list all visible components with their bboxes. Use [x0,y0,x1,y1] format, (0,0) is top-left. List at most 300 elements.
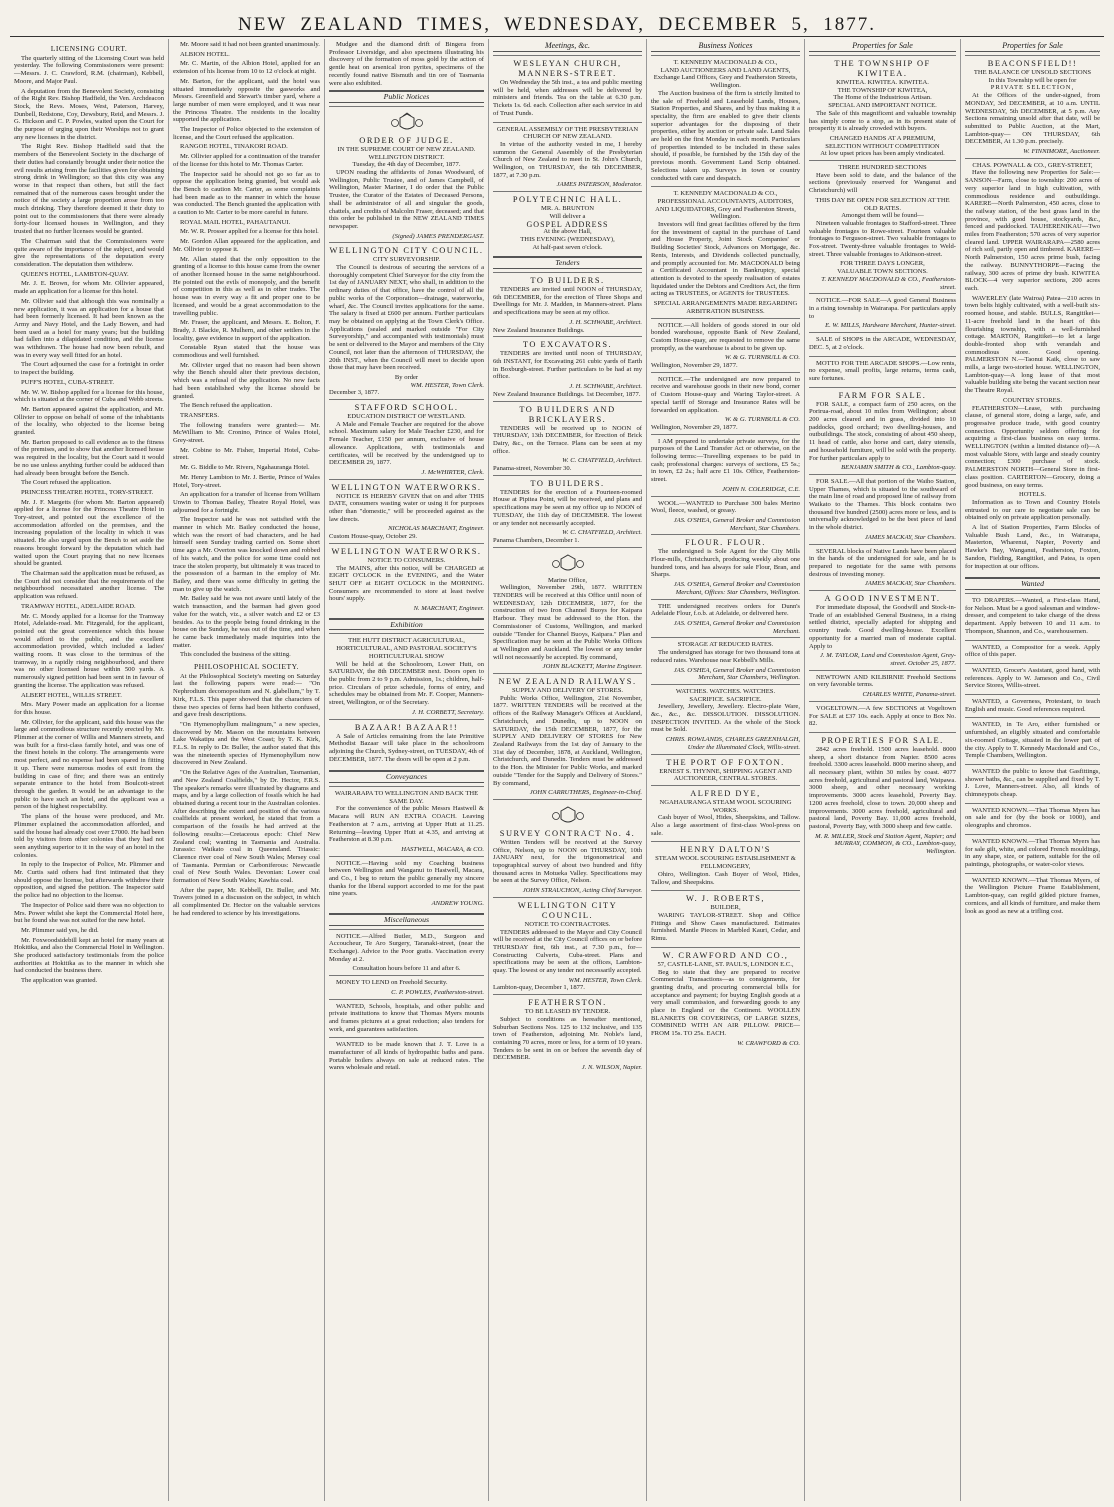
column-heading: Properties for Sale [809,41,956,52]
ad-title: NEW ZEALAND RAILWAYS. [498,677,637,687]
advertisement [809,670,956,701]
paragraph: The application was granted. [21,977,98,985]
paragraph: Mr. C. Moody applied for a license for the Tramway Hotel, Adelaide-road. Mr. Fitzgerald, for the applicant, pointed out the great convenience which this house would afford to the public, and the excellent accommodation provided, which included a ladies' waiting room. It was close to the terminus of the tramway, in a rapidly rising neighbourhood, and there was no other licensed house within 500 yards. A numerously signed petition had been sent in in favour of granting the license. The application was refused. [14,612,164,689]
ad-body: WARING TAYLOR-STREET. Shop and Office Fittings and Show Cases manufactured. Estimates furnished. Mantle Pieces in Marbled Kauri, Cedar, and Rimu. [651,911,800,943]
ad-body: NOTICE IS HEREBY GIVEN that on and after THIS DATE, consumers wasting water or using it for purposes other than "domestic," will be proceeded against as the law directs. [329,492,484,523]
paragraph: The Bench refused the application. [180,402,273,410]
advertisement [493,191,642,253]
ad-subtitle: NOTICE TO CONSUMERS. [367,556,446,564]
ad-subtitle: COUNTRY STORES. [1003,396,1062,404]
paragraph: "On the Relative Ages of the Australian, Tasmanian, and New Zealand Coalfields," by Dr. Hector, F.R.S. The speaker's remarks were illustrated by diagrams and maps, and by a large collection of fossils which he had obtained during a recent tour in the Australian colonies. After describing the extent and position of the various coalfields at present worked, he stated that from a comparison of the fossils he had arrived at the following results:—Cretaceous epoch: Chief New Zealand coal; wanting in Tasmania and Australia. Jurassic: Waikato coal in Queensland. Triassic: Clarence river coal of New South Wales; Mersey coal of Tasmania. Permian or Carboniferous: Newcastle coal of New South Wales. Devonian: Lower coal formation of New South Wales; Kawhia coal. [173,769,320,885]
advertisement [493,897,642,994]
ad-body: TENDERS are invited until NOON of THURSDAY, 6th DECEMBER, for the erection of Three Shops and Dwellings for Mr. J. Madden, in Manners-street. Plans and specifications may be seen at my office. [493,286,642,317]
wanted-ad: WANTED, a Governess, Protestant, to teach English and music. Good references required. [965,694,1100,715]
advertisement [809,732,956,858]
column-4 [488,39,646,1501]
ad-signature: JAS. O'SHEA, General Broker and Commission Merchant, Star Chambers, Wellington. [673,666,800,682]
ad-body: Ohiro, Wellington. Cash Buyer of Wool, Hides, Tallow, and Sheepskins. [651,870,800,886]
ad-title: FEATHERSTON. [528,998,607,1008]
paragraph: After the paper, Mr. Kebbell, Dr. Buller, and Mr. Travers joined in a discussion on the subject, in which all complimented Dr. Hector on the valuable services he had rendered to science by his investigations. [173,886,320,917]
ad-signature: CHRIS. ROWLANDS, CHARLES GREENHALGH, Under the Illuminated Clock, Willis-street. [665,736,800,751]
paragraph: RANGOE HOTEL, TINAKORI ROAD. [180,143,288,151]
paragraph: TRANSFERS. [180,411,220,419]
ad-subtitle: HOTELS. [1019,491,1046,499]
column-heading: Business Notices [651,41,800,52]
wanted-list [965,593,1100,917]
advertisement [809,293,956,332]
ad-date: December 3, 1877. [329,389,380,397]
ad-body: Subject to conditions as hereafter mentioned, Suburban Sections Nos. 125 to 132 inclusive, and 135 town of Featherston, adjoining Mr. Noble's land, containing 70 acres, more or less, for a term of 10 years. Tenders to be sent in on or before the seventh day of DECEMBER. [493,1015,642,1062]
column-heading: Properties for Sale [965,41,1100,52]
advertisement [965,158,1100,575]
ad-title: W. CRAWFORD AND CO., [662,950,789,960]
ad-body: The Council is desirous of securing the services of a thoroughly competent Chief Surveyor for the city from the 1st day of JANUARY NEXT, who shall, in addition to the ordinary duties of that office, have the control of all the public works of the Corporation—drainage, waterworks, wharf, &c. The Council invites applications for the same. The salary is fixed at £600 per annum. Further particulars may be obtained on applying at the Town Clerk's Office. Applications (sealed and marked outside "For City Surveyorship," and accompanied with testimonials) must be sent or delivered to the Mayor and members of the City Council, not later than the afternoon of THURSDAY, the 20th INST., when the Council will meet to decide upon those that may have been received. [329,264,484,372]
ad-title: WELLINGTON WATERWORKS. [331,546,482,556]
ad-subtitle: SUPPLY AND DELIVERY OF STORES. [511,687,624,695]
advertisement [651,534,800,598]
paragraph: Mr. Ollivier said that although this was nominally a new application, it was an application for a house that had been formerly licensed. It had been known as the Army and Navy Hotel, and the Lady Bowen, and had been used as a hotel for many years; but the building had fallen into a dilapidated condition, and the license was withdrawn. The house had now been rebuilt, and was in every way well fitted for an hotel. [14,297,164,359]
ad-line: THE BALANCE OF UNSOLD SECTIONS [973,69,1092,76]
advertisement [651,372,800,434]
ad-line: THIS EVENING (WEDNESDAY), [520,235,615,243]
ad-date: Panama Chambers, December 1. [493,536,580,544]
ad-body: THE undersigned receives orders for Dunn's Adelaide Flour, f.o.b. at Adelaide, or delivered here. [651,602,800,618]
ad-signature: JOHN BLACKETT, Marine Engineer. [542,663,642,671]
ad-body: The undersigned has storage for two thousand tons at reduced rates. Warehouse near Kebbell's Mills. [651,649,800,664]
ad-title: WELLINGTON CITY COUNCIL. [329,246,484,256]
ad-body: SALE of SHOPS in the ARCADE, WEDNESDAY, DEC. 5, at 2 o'clock. [809,336,956,351]
paragraph: The following transfers were granted:— Mr. McWilliam to Mr. Cronino, Prince of Wales Hotel, Grey-street. [173,421,320,445]
ad-body: The MAINS, after this notice, will be CHARGED at EIGHT O'CLOCK in the EVENING, and the Water SHUT OFF at EIGHT O'CLOCK in the MORNING. Consumers are recommended to store at least twelve hours' supply. [329,564,484,603]
wanted-ad: WANTED KNOWN.—That Thomas Myers has on sale and for (by the book or 1000), and oleographs and chromos. [965,803,1100,832]
section-heading: Conveyances [329,770,484,783]
advertisement [651,754,800,785]
ad-signature: W. C. CHATFIELD, Architect. [562,529,642,537]
ad-line: GOSPEL ADDRESS [526,219,609,229]
wanted-ad: WANTED the public to know that Gasfittings, shower baths, &c., can be supplied and fixed by T. J. Love, Manners-street. Also, all kinds of chimneypots cheap. [965,764,1100,801]
paragraph: Mr. Barton appeared against the application, and Mr. Ollivier to oppose on behalf of some of the inhabitants of the locality, who objected to the license being granted. [14,405,164,437]
paragraph: The Right Rev. Bishop Hadfield said that the members of the Benevolent Society in the discharge of their duties had constantly brought under their notice the evil results arising from the facilities given for obtaining strong drink in Wellington; so that this city was any worse in that respect than others, but still the fact remained that of the numerous cases brought under the notice of the society a large proportion arose from too much drinking. They therefore deemed it their duty to point out to the commissioners that there were already forty-four licensed houses in Wellington, and they trusted that no further licenses would be granted. [14,143,164,236]
advertisement [651,684,800,754]
masthead [10,10,1104,37]
section-heading: Miscellaneous [329,913,484,926]
ad-date: Wellington, November 29, 1877. [651,362,738,370]
advertisement [809,544,956,591]
advertisement [809,590,956,670]
ad-subtitle: NGAHAURANGA STEAM WOOL SCOURING WORKS. [659,798,792,814]
ad-subtitle: CITY SURVEYORSHIP. [372,256,440,264]
paragraph: Mr. Ollivier, for the applicant, said this house was the large and commodious structure recently erected by Mr. Plimmer at the corner of Willis and Manners streets, and was built for a first-class family hotel, and was one of the finest hotels in the colony. The arrangements were most perfect, and no expense had been spared in fitting it up. There were numerous modes of exit from the building in case of fire; and there was an entirely separate entrance to the hotel from Boulcott-street through the garden. It would be an advantage to the public to have such an hotel, and the applicant was a person of the highest respectability. [14,718,164,811]
article-body [173,41,320,659]
ad-line: By order [394,373,419,381]
ad-subtitle: PROFESSIONAL ACCOUNTANTS, AUDITORS, AND LIQUIDATORS, Grey and Featherston Streets, Wellington. [655,197,796,221]
ad-body: NOTICE.—The undersigned are now prepared to receive and warehouse goods in their new bond, corner of Custom House-quay and Waring Taylor-street. A special tariff of Storage and Insurance Rates will be forwarded on application. [651,375,800,414]
ad-title: THE TOWNSHIP OF KIWITEA. [834,59,931,78]
ad-signature: J. H. SCHWABE, Architect. [569,383,642,391]
column-7 [960,39,1104,1501]
ad-title: THE PORT OF FOXTON. [666,757,785,767]
ad-body: FOR SALE.—All that portion of the Waiho Station, Upper Thames, which is situated to the southward of the main line of road and proposed line of railway from Waikato to the Thames. This block contains two thousand five hundred (2500) acres more or less, and is universally acknowledged to be the best piece of land in the whole district. [809,477,956,532]
ad-title: FARM FOR SALE. [838,390,927,400]
ad-body: TENDERS addressed to the Mayor and City Council will be received at the City Council offices on or before THURSDAY first, 6th inst., at 7.30 p.m., for—Constructing Culverts, Cuba-street. Plans and specifications may be seen at the offices, Lambton-quay. The lowest or any tender not necessarily accepted. [493,928,642,975]
advertisement [329,975,484,998]
paragraph: Mr. Foxwoodsidebill kept an hotel for many years at Hokitika, and also the Commercial Hotel in Wellington. She produced satisfactory testimonials from the police authorities at Hokitika as to the manner in which she had conducted the business there. [14,936,164,975]
advertisement [493,547,642,673]
ad-signature: J. N. WILSON, Napier. [581,1064,642,1072]
advertisement [809,474,956,544]
ad-title: GENERAL ASSEMBLY OF THE PRESBYTERIAN CHURCH OF NEW ZEALAND. [496,125,639,141]
ad-title: TO BUILDERS. [530,276,605,286]
ad-subtitle: TO BE LEASED BY TENDER. [524,1008,611,1016]
ad-line: IN THE SUPREME COURT OF NEW ZEALAND. [337,145,476,153]
ad-line: Tuesday, the 4th day of December, 1877. [352,161,461,169]
ad-title: WESLEYAN CHURCH, MANNERS-STREET. [513,59,622,78]
ad-signature: N. MARCHANT, Engineer. [413,605,484,613]
ad-line: In this Township will be open for [988,76,1077,84]
ad-body: NOTICE.—All holders of goods stored in our old bonded warehouse, opposite Bank of New Zealand, Custom House-quay, are requested to remove the same promptly, as the warehouse is about to be given up. [651,321,800,352]
wanted-ad: WANTED, Grocer's Assistant, good hand, with references. Apply to W. Jameson and Co., Civil Service Stores, Willis-street. [965,663,1100,692]
paragraph: Mr. Henry Lambton to Mr. J. Bertie, Prince of Wales Hotel, Tory-street. [173,473,320,489]
ad-title: SURVEY CONTRACT No. 4. [499,828,636,838]
advertisement [329,106,484,242]
ad-signature: W. FINNIMORE, Auctioneer. [1023,148,1100,156]
advertisement [809,387,956,474]
ad-signature: JAS. O'SHEA, General Broker and Commission Merchant, Offices: Star Chambers, Wellington. [673,581,800,596]
advertisement [493,272,642,336]
advertisement [651,841,800,890]
ad-line: KIWITEA. KIWITEA. KIWITEA. [836,79,929,86]
ad-signature: WM. HESTER, Town Clerk. [568,976,642,984]
paragraph: TRAMWAY HOTEL, ADELAIDE ROAD. [21,602,136,610]
advertisement [493,994,642,1074]
ad-title: WELLINGTON CITY COUNCIL. [517,900,618,920]
ad-body: On Wednesday the 5th inst., a tea and public meeting will be held, when addresses will be delivered by ministers and friends. Tea on the table at 6.30 p.m. Tickets 1s. 6d. each. Collection after each service in aid of Trust Funds. [493,79,642,117]
paragraph: The plans of the house were produced, and Mr. Plimmer explained the accommodation afforded, and said the house had already cost over £7000. He had been told by visitors from other colonies that they had not seen anything superior to it in the way of an hotel in the colonies. [14,813,164,859]
paragraph: Mr. C. Martin, of the Albion Hotel, applied for an extension of his license from 10 to 12 o'clock at night. [173,60,320,76]
ad-title: Marine Office, [547,576,588,584]
column-5 [646,39,804,1501]
advertisement [493,401,642,475]
ad-title: T. KENNEDY MACDONALD & CO., [673,190,778,198]
ad-signature: J. H. SCHWABE, Architect. [569,318,642,326]
ad-body: The Sale of this magnificent and valuable township has simply come to a stop, as in its present state of prosperity it is already crowded with buyers. [809,109,956,133]
ad-signature: (Signed) JAMES PRENDERGAST. [392,232,484,240]
paragraph: PRINCESS THEATRE HOTEL, TORY-STREET. [21,488,154,496]
article-heading: LICENSING COURT. [50,44,128,53]
column-3 [324,39,488,1501]
ad-line: The Home of the Industrious Artisan. [833,94,932,102]
ad-signature: JAMES PATERSON, Moderator. [556,181,642,189]
ad-date: Panama-street, November 30. [493,465,572,473]
section-heading: Wanted [965,577,1100,590]
paragraph: Mr. Ollivier applied for a continuation of the transfer of the license for this hotel to Mr. Thomas Carter. [173,153,320,168]
ad-subtitle: LAND AUCTIONEERS AND LAND AGENTS, Exchange Land Offices, Grey and Featherston Streets, Wellington. [653,66,798,90]
ad-title: BAZAAR! BAZAAR!! [354,722,459,732]
ad-body: I AM prepared to undertake private surveys, for the purposes of the Land Transfer Act or otherwise, on the following terms:—Travelling expenses to be paid in cash; professional charges: surveys of sections, £5 5s.; in town, £2 2s.; half acre £1 10s. Office, Featherston-street. [651,437,800,484]
paragraph: The quarterly sitting of the Licensing Court was held yesterday. The following Commissioners were present:—Messrs. J. C. Crawford, R.M. (chairman), Kebbell, Moore, and Major Paul. [14,54,164,85]
paragraph: Mrs. Mary Power made an application for a license for this house. [14,701,164,716]
ad-date: Lambton-quay, December 1, 1877. [493,984,585,992]
paragraph: Mr. Fraser, the applicant, and Messrs. E. Bolton, F. Brady, J. Blackie, R. Mulhern, and other settlers in the locality, gave evidence in support of the application. [173,319,320,342]
ad-body: For the convenience of the public Messrs Hastwell & Macara will RUN AN EXTRA COACH. Leaving Featherston at 7 a.m., arriving at Upper Hutt at 11.25. Returning—leaving Upper Hutt at 4.35, and arriving at Featherston at 8.30 p.m. [329,805,484,844]
ad-body: For immediate disposal, the Goodwill and Stock-in-Trade of an established General Business, in a rising settled district, specially adapted for shipping and country trade. Good dwelling-house. Excellent opportunity for a married man of moderate capital. Apply to [809,604,956,650]
ad-subtitle: EDUCATION DISTRICT OF WESTLAND. [347,413,466,421]
wanted-ad: WANTED, in Te Aro, either furnished or unfurnished, an eligibly situated and comfortable six-roomed Cottage, situated in the lower part of the city. Apply to T. Kennedy Macdonald and Co., Temple Chambers, Wellington. [965,717,1100,762]
ad-signature: E. W. MILLS, Hardware Merchant, Hunter-street. [825,322,956,330]
paragraph: Mudgee and the diamond drift of Bingera from Professor Liversidge, and also specimens illustrating his discovery of the formation of moss gold by the action of gentle heat on arsenical iron pyrites, specimens of the recently found native Bismuth and tin ore of Tasmania were also exhibited. [329,41,484,87]
ad-signature: HASTWELL, MACARA, & CO. [401,845,484,853]
advertisement [651,186,800,317]
ad-title: W. J. ROBERTS, [685,894,766,904]
advertisement [651,637,800,684]
article-body [329,41,484,87]
article-heading: PHILOSOPHICAL SOCIETY. [193,662,300,672]
ad-title: ALFRED DYE, [690,788,761,798]
coat-of-arms-icon [551,553,585,575]
ad-body: TENDERS will be received up to NOON of THURSDAY, 13th DECEMBER, for Erection of Brick Dairy, &c., on the Terrace. Plans can be seen at my office. [493,424,642,455]
ad-body: WAVERLEY (late Wairoa) Patea—210 acres in town belts highly cultivated, with a well-built six-roomed house, and stable. BULLS, Rangitikei—11-acre freehold land in the heart of this flourishing township, with a well-furnished cottage. MARTON, Rangitikei—to let a large double-fronted shop with verandah and commodious store. Good opening. PALMERSTON N.—Taonui Kaik, close to saw mills, a large two-storied house. WELLINGTON, Lambton-quay—A long lease of that most valuable building site being the vacant section near the Theatre Royal. [965,294,1100,395]
ad-line: Amongst them will be found— [841,212,924,220]
ad-subtitle: SACRIFICE. SACRIFICE. [689,695,762,703]
ad-signature: JAS. O'SHEA, General Broker and Commission Merchant. [673,620,800,635]
ad-date: Wellington, November 29, 1877. [651,423,738,431]
ad-line: SPECIAL ARRANGEMENTS MADE REGARDING ARBITRATION BUSINESS. [653,300,798,315]
ad-line: THE TOWNSHIP OF KIWITEA, [837,86,928,94]
ad-title: STAFFORD SCHOOL. [354,403,459,413]
advertisement [329,543,484,615]
ad-title: HENRY DALTON'S [680,845,771,855]
advertisement [329,929,484,976]
paragraph: ROYAL MAIL HOTEL, PAHAUTANUI. [180,218,291,226]
ad-body: NOTICE.—Having sold my Coaching business between Wellington and Wanganui to Hastwell, Macara, and Co., I beg to return the public generally my sincere thanks for the liberal support accorded to me for the past nine years. [329,859,484,898]
ad-body: The Auction business of the firm is strictly limited to the sale of Freehold and Leasehold Lands, Houses, Station Properties, and Shares, and by thus making it a speciality, the firm are enabled to give their clients superior advantages for the disposing of their properties, either by auction or private sale. Land Sales are held on the first Monday in each month. Particulars of properties intended to be included in these sales should, if possible, be furnished by the 15th day of the previous month. Government Land Scrip obtained. Selections taken up. Surveys in town or country conducted with care and despatch. [651,89,800,182]
wanted-ad: WANTED, a Compositor for a week. Apply office of this paper. [965,640,1100,661]
paragraph: The Inspector of Police said there was no objection to Mrs. Power whilst she kept the Commercial Hotel here, but he found she was not suited for the new hotel. [14,901,164,925]
paragraph: The Chairman said the application must be refused, as the Court did not consider that the requirements of the neighbourhood necessitated another license. The application was refused. [14,570,165,601]
paragraph: Mr. Cobine to Mr. Fisher, Imperial Hotel, Cuba-street. [173,446,320,462]
ad-body: A list of Station Properties, Farm Blocks of Valuable Bush Land, &c., in Wairarapa, Masterton, Wharenui, Napier, Poverty and Hawke's Bay, Wanganui, Featherston, Foxton, Sandon, Fielding, Rangitikei, and Patea, is open for inspection at our offices. [965,524,1100,570]
advertisement [651,55,800,186]
ad-signature: CHARLES WHITE, Panama-street. [862,691,956,699]
ad-body: NEWTOWN AND KILBIRNIE Freehold Sections on very favorable terms. [809,673,956,689]
ad-body: UPON reading the affidavits of Jonas Woodward, of Wellington, Public Trustee, and of James Campbell, of Wellington, Master Mariner, I do order that the Public Trustee, the Curator of the Estates of Deceased Persons, shall be administrator of all and singular the goods, chattels, and credits of Malcolm Fraser, deceased; and that this order be published in the NEW ZEALAND TIMES newspaper. [329,169,484,230]
columns [10,39,1104,1501]
coat-of-arms-icon [390,112,424,134]
paragraph: Mr. Bailey said he was not aware until lately of the watch transaction, and the barman had given good value for the watch, viz., a silver watch and £2 or £3 besides. As to the people being found drinking in the house on the Sunday, he was out of the time, and when he came back immediately made inquiries into the matter. [173,595,320,649]
ad-body: SEVERAL blocks of Native Lands have been placed in the hands of the undersigned for sale, and he is prepared to negotiate for the same with persons desirous of investing money. [809,547,956,578]
ad-signature: T. KENNEDY MACDONALD & CO., Featherston-street. [821,275,956,291]
ad-body: WANTED, Schools, hospitals, and other public and private institutions to know that Thomas Myers mounts and frames pictures at a great reduction; also tenders for work, and guarantees satisfaction. [329,1002,484,1033]
ad-line: Will deliver a [549,212,586,220]
ad-body: At the Offices of the under-signed, from MONDAY, 3rd DECEMBER, at 10 a.m. UNTIL WEDNESDAY, 5th DECEMBER, at 5 p.m. Any Sections remaining unsold after that date, will be submitted to Public Auction, at the Mart, Lambton-quay— ON THURSDAY, 6th DECEMBER, At 1.30 p.m. precisely. [965,92,1100,146]
ad-title: ORDER OF JUDGE. [359,135,454,145]
ad-body: NOTICE.—Alfred Butler, M.D., Surgeon and Accoucheur, Te Aro Surgery, Taranaki-street, (near the Exchange). Advice to the Poor gratis. Vaccination every Monday at 2. [329,932,484,963]
advertisement [493,122,642,192]
advertisement [329,399,484,479]
section-heading: Public Notices [329,90,484,103]
ad-date: Custom House-quay, October 29. [329,533,418,541]
ad-body: Have been sold to date, and the balance of the sections (previously reserved for Wanganui and Christchurch) will [809,171,956,195]
advertisement [493,673,642,799]
advertisement [651,599,800,638]
advertisement [493,475,642,547]
section-heading: Tenders [493,256,642,269]
ad-signature: JOHN STRAUCHON, Acting Chief Surveyor. [522,887,642,895]
paragraph: The Chairman said that the Commissioners were quite aware of the importance of the subject, and would give the representations of the deputation every consideration. The deputation then withdrew. [14,237,164,268]
paragraph: ALBERT HOTEL, WILLIS STREET. [21,691,122,699]
ad-date: New Zealand Insurance Buildings. 1st December, 1877. [493,390,641,398]
paragraph: The Inspector of Police objected to the extension of license, and the Court refused the application. [173,126,320,141]
ad-line: At low upset prices has been amply vindicated. [820,150,945,158]
ad-signature: W. C. CHATFIELD, Architect. [562,457,642,465]
ad-title: FLOUR. FLOUR. [685,538,766,548]
paragraph: Mr. Ollivier urged that no reason had been shown why the Bench should alter their previous decision, which was a refusal of the application. No new facts had been established why the license should be granted. [173,361,320,400]
ad-signature: JAMES MACKAY, Star Chambers. [864,533,956,541]
advertisement [493,799,642,897]
ad-body: NOTICE.—FOR SALE—A good General Business in a rising township in Wairarapa. For particulars apply to [809,297,956,320]
paragraph: Mr. Plimmer said yes, he did. [21,926,99,934]
advertisement [329,633,484,718]
paragraph: Constable Ryan stated that the house was commodious and well furnished. [173,344,320,360]
ad-body: Investors will find great facilities offered by the firm for the investment of capital in the purchase of Land and House Property, Joint Stock Companies' or Building Societies' Stock, Advances on Mortgage, &c. Rents, Interests, and Dividends collected punctually, and promptly accounted for. Mr. MACDONALD being a Certificated Accountant in Bankruptcy, special attention is devoted to the speedy realisation of estates liquidated under the Debtors and Creditors Act, the firm acting as TRUSTEES, or AGENTS for TRUSTEES. [651,221,800,298]
ad-title: STORAGE AT REDUCED RATES. [677,641,774,649]
paragraph: QUEEN'S HOTEL, LAMBTON-QUAY. [21,270,129,278]
ad-body: TENDERS for the erection of a Fourteen-roomed House at Pipitea Point, will be received, and plans and specifications may be seen at my office up to NOON of TUESDAY, the 11th day of DECEMBER. The lowest or any tender not necessarily accepted. [493,488,642,527]
ad-subtitle: ERNEST S. THYNNE, SHIPPING AGENT AND AUCTIONEER, CENTRAL STORES. [659,767,792,783]
ad-subtitle: BUILDER, [710,904,741,912]
column-2 [168,39,324,1501]
advertisement [329,999,484,1038]
ad-signature: W. CRAWFORD & CO. [737,1039,800,1047]
masthead-title: NEW ZEALAND TIMES, WEDNESDAY, DECEMBER 5, 1877. [237,14,876,35]
section-heading: Exhibition [329,618,484,631]
ad-body: Public Works Office, Wellington, 21st November, 1877. WRITTEN TENDERS will be received at the offices of the Railway Manager's Offices at Auckland, Christchurch, and Dunedin, up to NOON on SATURDAY, the 15th DECEMBER, 1877, for the SUPPLY AND DELIVERY OF STORES for New Zealand Railways from the 1st day of January to the 31st day of December, 1878, at Auckland, Wellington, Christchurch, and Dunedin. Tenders must be addressed to the Hon. the Minister for Public Works, and marked outside "Tender for the Supply and Delivery of Stores." By command, [493,694,642,787]
ad-body: A Sale of Articles remaining from the late Primitive Methodist Bazaar will take place in the schoolroom adjoining the Church, Sydney-street, on TUESDAY, 4th of DECEMBER, 1877. The doors will be open at 2 p.m. [329,732,484,763]
ad-body: MOTTO FOR THE ARCADE SHOPS.—Low rents, no expense, small profits, large returns, terms cash, sure fortunes. [809,359,956,382]
advertisement [651,947,800,1050]
ad-subtitle: 57, CASTLE-LANE, ST. PAUL'S, LONDON E.C., [657,960,794,968]
advertisement [651,434,800,496]
ad-signature: JOHN CARRUTHERS, Engineer-in-Chief. [529,789,642,797]
advertisement [493,55,642,122]
ad-body: MONEY TO LEND on Freehold Security. [336,979,448,987]
ad-title: THE HUTT DISTRICT AGRICULTURAL, HORTICULTURAL, AND PASTORAL SOCIETY'S HORTICULTURAL SHOW [336,637,477,660]
ad-body: WOOL.—WANTED to Purchase 300 bales Merino Wool, fleece, washed, or greasy. [651,499,800,515]
advertisement [965,55,1100,158]
advertisement [651,890,800,947]
paragraph: Mr. J. F. Margetts (for whom Mr. Barton appeared) applied for a license for the Princess Theatre Hotel in Tory-street, and pointed out the excellence of the accommodation afforded on the premises, and the increasing population of the locality in which it was situated. He also urged upon the Bench to set aside the reasons brought forward by the deputation which had waited upon the Court praying that no new licenses should be granted. [14,498,164,568]
ad-signature: J. H. CORBETT, Secretary. [412,708,484,716]
ad-signature: ANDREW YOUNG. [431,900,484,908]
ad-signature: BENJAMIN SMITH & CO., Lambton-quay. [841,464,956,472]
paragraph: PUFF'S HOTEL, CUBA-STREET. [21,378,115,386]
paragraph: This concluded the business of the sitting. [180,651,291,659]
ad-title: CHAS. POWNALL & CO., GREY-STREET, [972,161,1093,169]
ad-body: Nineteen valuable frontages to Stafford-street. Three valuable frontages to Rowe-street. Fourteen valuable frontages to Ferguson-street. Two valuable frontages to Fox-street. Twenty-three valuable frontages to Weld-street. Three valuable frontages to Atkinson-street. [809,219,956,258]
ad-line: At the above Hall, [543,228,592,236]
advertisement [329,1037,484,1076]
wanted-ad: WANTED KNOWN.—That Thomas Myers has for sale gilt, white, and colored French mouldings, in any shape, size, or pattern, suitable for the oil paintings, photographs, or water-color views. [965,834,1100,871]
ad-title: A GOOD INVESTMENT. [824,594,941,604]
ad-title: TO BUILDERS AND BRICKLAYERS. [519,404,616,424]
ad-body: Will be held at the Schoolroom, Lower Hutt, on SATURDAY, the 8th DECEMBER next. Doors open to the public from 2 to 9 p.m. Admission, 1s.; children, half-price. Circulars of prize schedule, forms of entry, and schedules may be obtained from Mr. F. Cooper, Manners-street, Wellington, or of the Secretary. [329,660,484,707]
ad-signature: W. & G. TURNBULL & CO. [724,354,800,362]
ad-body: Wellington, November 29th, 1877. WRITTEN TENDERS will be received at this Office until noon of WEDNESDAY, 12th DECEMBER, 1877, for the construction of two Iron Channel Buoys for Kaipara Harbour. They must be addressed to the Hon. the Commissioner of Customs, Wellington, and marked outside "Tender for Channel Buoys, Kaipara." Plan and Specification may be seen at the Public Works Offices at Wellington and Auckland. The lowest or any tender will not necessarily be accepted. By command, [493,584,642,661]
ad-signature: JAS. O'SHEA, General Broker and Commission Merchant, Star Chambers. [673,516,800,532]
advertisement [809,55,956,160]
paragraph: Mr. Barton proposed to call evidence as to the fitness of the premises, and to show that another licensed house was required in the locality, but the Court said it would be no use unless anything further could be adduced than had already been brought before the Bench. [14,438,164,477]
advertisement [493,336,642,400]
paragraph: The Court adjourned the case for a fortnight in order to inspect the building. [14,361,164,377]
article-body [14,55,164,985]
ad-body: FOR SALE, a compact farm of 250 acres, on the Porirua-road, about 10 miles from Wellington; about 200 acres cleared and in grass, divided into 10 paddocks, good orchard; two dwelling-houses, and outbuildings. The stock, consisting of about 450 sheep, 11 head of cattle, also horse and cart, dairy utensils, and household furniture, will be sold with the property. For further particulars apply to [809,400,956,462]
ad-title: WAIRARAPA TO WELLINGTON AND BACK THE SAME DAY. [334,790,479,805]
ad-date: New Zealand Insurance Buildings. [493,326,585,334]
column-6 [804,39,960,1501]
paragraph: Mr. Barton, for the applicant, said the hotel was situated immediately opposite the gasworks and Messrs. Greenfield and Stewart's timber yard, where a large number of men were employed, and it was near the Princess Theatre. The residents in the locality supported the application. [173,77,320,124]
ad-line: SPECIAL AND IMPORTANT NOTICE. [828,102,937,110]
advertisement [329,856,484,910]
advertisement [651,318,800,372]
ad-body: Cash buyer of Wool, Hides, Sheepskins, and Tallow. Also a large assortment of first-class Wool-press on sale. [651,814,800,837]
ad-signature: M. R. MILLER, Stock and Station Agent, Napier; and MURRAY, COMMON, & CO., Lambton-quay, Wellington. [815,832,956,856]
paragraph: Mr. G. Biddle to Mr. Rivers, Ngahauranga Hotel. [180,464,310,472]
ad-body: VOGELTOWN.—A few SECTIONS at Vogeltown For SALE at £37 10s. each. Apply at once to Box No. 82. [809,704,956,728]
paragraph: The Court refused the application. [21,479,112,487]
ad-signature: J. McWHIRTER, Clerk. [421,468,484,476]
ad-title: T. KENNEDY MACDONALD & CO., [673,59,778,66]
ad-signature: C. P. POWLES, Featherston-street. [391,988,484,996]
wanted-ad: WANTED KNOWN.—That Thomas Myers, of the Wellington Picture Frame Establishment, Lambton-quay, can regild gilded picture frames, cornices, and all kinds of furniture, and make them look as good as new at a trifling cost. [965,873,1100,918]
ad-line: Consultation hours before 11 and after 6. [352,965,461,973]
ad-signature: NICHOLAS MARCHANT, Engineer. [388,525,484,533]
advertisement [809,701,956,732]
paragraph: The Inspector said he was not satisfied with the manner in which Mr. Bailey conducted the house, which was the resort of bad characters, and he had himself seen Sunday trading carried on. Some short time ago a Mr. Overton was knocked down and robbed of his watch, and the police for some time could not trace the stolen property, but ultimately it was traced to the possession of a barman in the employ of Mr. Bailey, and there was some difficulty in getting the man to give up the watch. [173,516,320,593]
paragraph: "On Hymenophyllum malingnum," a new species, discovered by Mr. Mason on the mountains between Lake Wakatipu and the West Coast; by T. K. Kirk, F.L.S. In reply to Dr. Buller, the author stated that this was the nineteenth species of Hymenophyllum now discovered in New Zealand. [173,720,320,767]
ad-title: TO BUILDERS. [530,478,605,488]
ad-signature: JAMES MACKAY, Star Chambers. [864,580,956,588]
ad-body: Beg to state that they are prepared to receive Commercial Transactions—as to consignments, for granting drafts, and procuring commercial bills for acceptance and payment; for buying English goods at a very small commission, and forwarding goods to any place in England or the Continent. WOOLLEN BLANKETS OR COVERINGS, OF LARGE SIZES, COMBINED WITH AN AIR PILLOW. PRICE—FROM 15s. TO 25s. EACH. [651,968,800,1038]
advertisement [329,479,484,543]
column-1 [10,39,168,1501]
ad-body: 2842 acres freehold. 1500 acres leasehold. 8000 sheep, a short distance from Napier. 8500 acres freehold. 3300 acres leasehold. 8000 merino sheep, and all necessary plant, within 30 miles by coast. 4077 acres freehold, agricultural and pastoral land, Waipawa. 3000 sheep, and other necessary working improvements. 3000 acres leasehold, Poverty Bay. 1200 acres freehold, close to town. 20,000 sheep and improvements. 3000 acres freehold, agricultural and pastoral land, Poverty Bay. 11,000 acres freehold, pastoral, Poverty Bay, with 3000 sheep and few cattle. [809,745,956,830]
ad-title: BEACONSFIELD!! [987,59,1078,68]
ad-body: Have the following new Properties for Sale:— SANSON—Farm, close to township: 200 acres of very superior land in high cultivation, with commodious residence and outbuildings. KARERE—North Palmerston, 450 acres, close to the railway station, of the best grass land in the province, with good house, stockyards, &c., fenced and paddocked. TAUHERENIKAU—Two miles from Featherston; 570 acres of very superior cleared land. UPPER WAIRARAPA—2580 acres of rich soil, partly open and timbered. KARERE—North Palmerston, 150 acres prime bush, facing the railway. BUNNYTHORPE—Facing the railway, 300 acres of prime dry bush. KIWITEA BLOCK—4 very superior sections, 200 acres each. [965,169,1100,292]
ad-subtitle: STEAM WOOL SCOURING ESTABLISHMENT & FELLMONGERY, [655,855,796,871]
ad-signature: WM. HESTER, Town Clerk. [410,381,484,389]
paragraph: At the Philosophical Society's meeting on Saturday last the following papers were read:— "On Nephrodium decomopositum and N. glabellum," by T. Kirk, F.L.S. This paper showed that the characters of these two species of ferns had been hitherto confused, and gave fresh descriptions. [173,672,320,719]
paragraph: The Inspector said he should not go so far as to oppose the application being granted, but would ask the Bench to caution Mr. Carter, as some complaints had been made as to the manner in which the house was conducted. The Bench granted the application with a caution to Mr. Carter to be more careful in future. [173,170,320,217]
ad-signature: JOHN N. COLERIDGE, C.E. [722,485,800,493]
ad-line: CHANGED HANDS AT A PREMIUM, [829,134,936,142]
paragraph: A deputation from the Benevolent Society, consisting of the Right Rev. Bishop Hadfield, the Ven. Archdeacon Stock, the Revs. Moses, West, Paterson, Harvey, Dunbell, Redstone, Coy, Dewsbury, Reid, and Messrs. J. G. Hickson and C. P. Powles, waited upon the Court for the purpose of urging upon their Worships not to grant any new licenses in the district. [14,87,164,141]
ad-signature: W. & G. TURNBULL & CO. [724,416,800,424]
ad-body: The undersigned is Sole Agent for the City Mills Flour-mills, Christchurch, producing weekly about one hundred tons, and has always for sale Flour, Bran, and Sharps. [651,548,800,579]
paragraph: ALBION HOTEL. [180,50,230,58]
advertisement [329,786,484,856]
ad-line: FOR THREE DAYS LONGER, [840,260,925,268]
ad-line: At half-past seven o'clock. [532,243,603,251]
paragraph: An application for a transfer of license from William Unwin to Thomas Bailey, Theatre Royal Hotel, was adjourned for a fortnight. [173,491,320,514]
ad-body: In virtue of the authority vested in me, I hereby summon the General Assembly of the Presbyterian Church of New Zealand to meet in St. John's Church, Wellington, on THURSDAY, the 6th DECEMBER, 1877, at 7.30 p.m. [493,140,642,179]
ad-line: VALUABLE TOWN SECTIONS. [837,268,928,276]
ad-title: TO EXCAVATORS. [522,340,613,350]
ad-line: MR. A. BRUNTON [540,205,594,213]
coat-of-arms-icon [551,805,585,827]
ad-signature: J. M. TAYLOR, Land and Commission Agent, Grey-street. October 25, 1877. [820,652,956,667]
ad-line: SELECTION WITHOUT COMPETITION [825,142,940,150]
ad-body: Jewellery, Jewellery, Jewellery. Electro-plate Ware, &c., &c., &c. DISSOLUTION. DISSOLUTION. INSPECTION INVITED. As the whole of the Stock must be Sold. [651,703,800,734]
